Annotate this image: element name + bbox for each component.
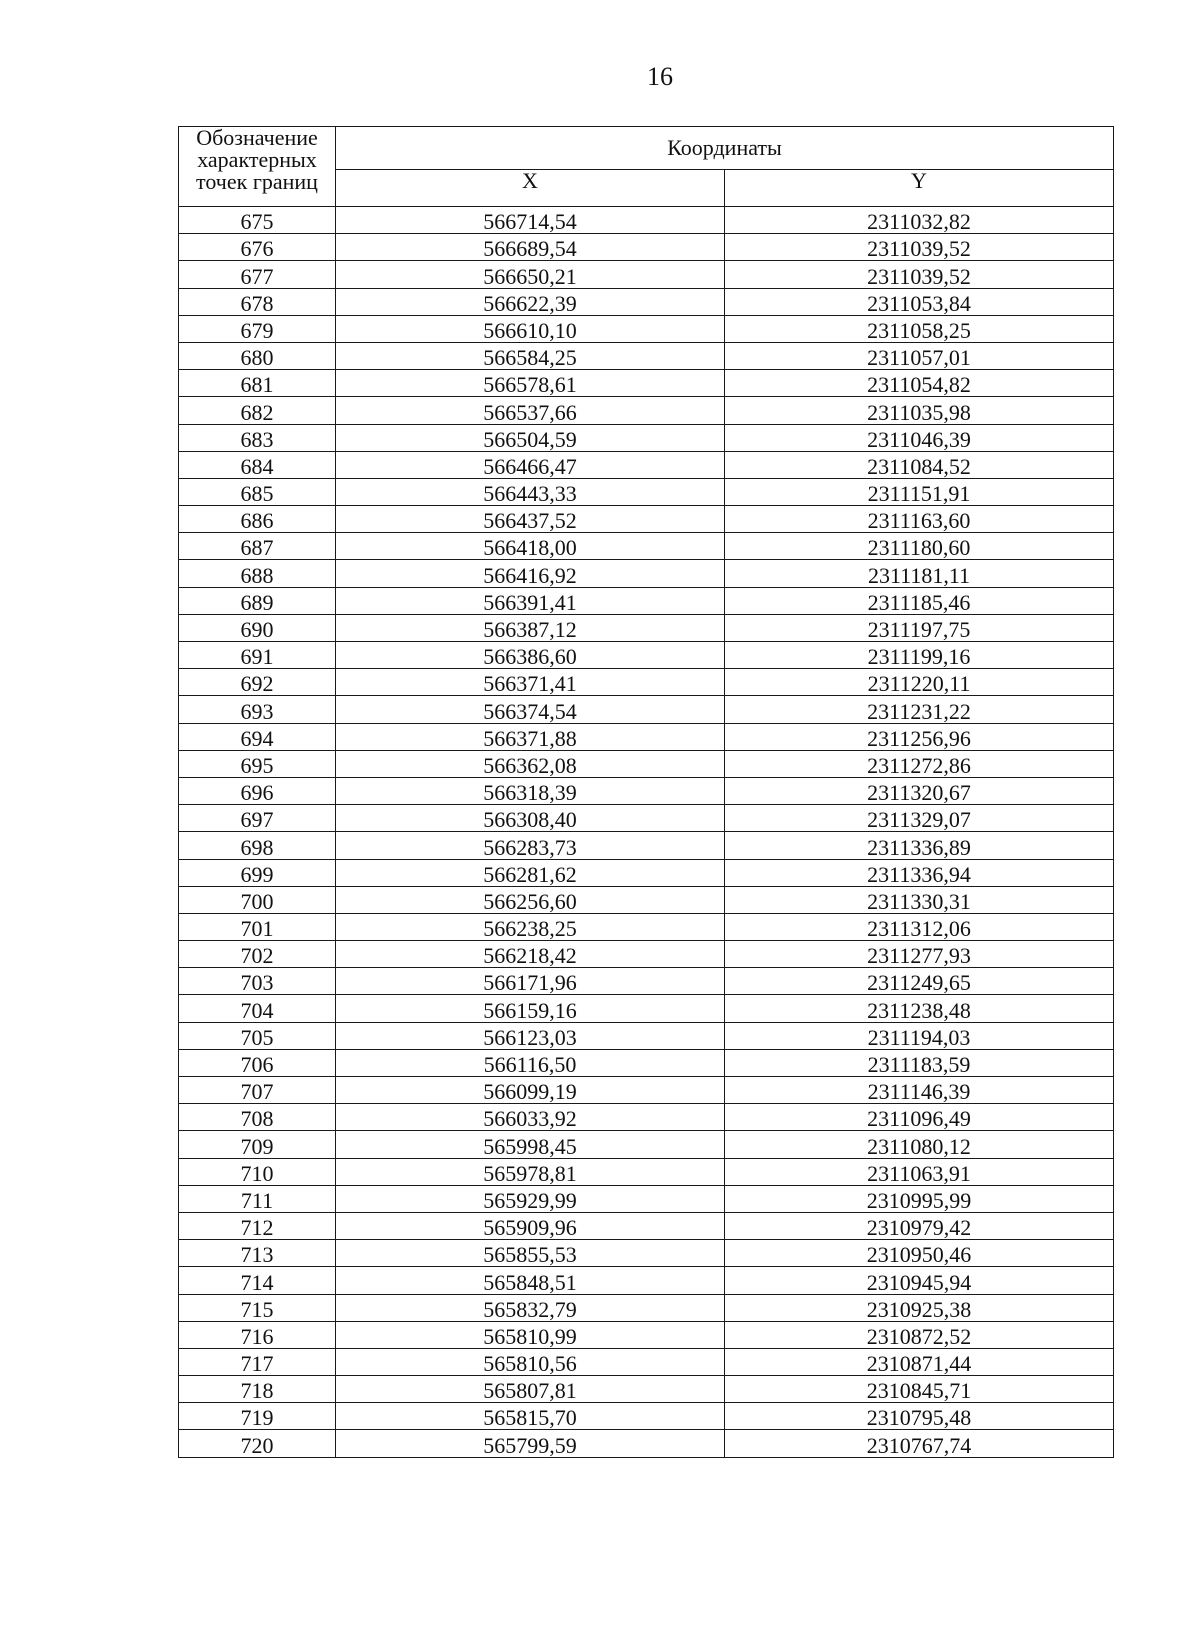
y-coordinate-cell: 2311046,39 xyxy=(725,424,1114,451)
x-coordinate-cell: 565848,51 xyxy=(336,1267,725,1294)
x-coordinate-cell: 566537,66 xyxy=(336,397,725,424)
point-number-cell: 683 xyxy=(179,424,336,451)
table-row xyxy=(179,614,1114,641)
point-number-cell: 676 xyxy=(179,234,336,261)
point-number-cell: 705 xyxy=(179,1022,336,1049)
header-point-designation: Обозначение характерных точек границ xyxy=(179,127,336,207)
table-row xyxy=(179,342,1114,369)
point-number-cell: 714 xyxy=(179,1267,336,1294)
x-coordinate-cell: 566371,41 xyxy=(336,669,725,696)
point-number-cell: 684 xyxy=(179,451,336,478)
point-number-cell: 707 xyxy=(179,1077,336,1104)
header-y: Y xyxy=(725,170,1114,207)
table-row xyxy=(179,261,1114,288)
table-row xyxy=(179,1212,1114,1239)
point-number-cell: 696 xyxy=(179,777,336,804)
point-number-cell: 681 xyxy=(179,370,336,397)
x-coordinate-cell: 566283,73 xyxy=(336,832,725,859)
x-coordinate-cell: 566116,50 xyxy=(336,1049,725,1076)
table-row xyxy=(179,1104,1114,1131)
x-coordinate-cell: 566371,88 xyxy=(336,723,725,750)
y-coordinate-cell: 2310871,44 xyxy=(725,1348,1114,1375)
point-number-cell: 689 xyxy=(179,587,336,614)
x-coordinate-cell: 566466,47 xyxy=(336,451,725,478)
y-coordinate-cell: 2311054,82 xyxy=(725,370,1114,397)
table-row xyxy=(179,397,1114,424)
header-coordinates: Координаты xyxy=(336,127,1114,170)
y-coordinate-cell: 2310925,38 xyxy=(725,1294,1114,1321)
table-row xyxy=(179,1348,1114,1375)
x-coordinate-cell: 566391,41 xyxy=(336,587,725,614)
y-coordinate-cell: 2311329,07 xyxy=(725,805,1114,832)
y-coordinate-cell: 2311080,12 xyxy=(725,1131,1114,1158)
table-body xyxy=(179,207,1114,1458)
x-coordinate-cell: 566622,39 xyxy=(336,288,725,315)
point-number-cell: 693 xyxy=(179,696,336,723)
point-number-cell: 704 xyxy=(179,995,336,1022)
y-coordinate-cell: 2311183,59 xyxy=(725,1049,1114,1076)
point-number-cell: 688 xyxy=(179,560,336,587)
y-coordinate-cell: 2311039,52 xyxy=(725,261,1114,288)
table-row xyxy=(179,859,1114,886)
point-number-cell: 697 xyxy=(179,805,336,832)
table-row xyxy=(179,234,1114,261)
y-coordinate-cell: 2310872,52 xyxy=(725,1321,1114,1348)
point-number-cell: 698 xyxy=(179,832,336,859)
table-row xyxy=(179,424,1114,451)
x-coordinate-cell: 566123,03 xyxy=(336,1022,725,1049)
x-coordinate-cell: 565799,59 xyxy=(336,1430,725,1457)
y-coordinate-cell: 2311277,93 xyxy=(725,941,1114,968)
y-coordinate-cell: 2311053,84 xyxy=(725,288,1114,315)
x-coordinate-cell: 566578,61 xyxy=(336,370,725,397)
coordinates-table xyxy=(178,126,1114,1458)
point-number-cell: 709 xyxy=(179,1131,336,1158)
x-coordinate-cell: 566504,59 xyxy=(336,424,725,451)
table-row xyxy=(179,1185,1114,1212)
point-number-cell: 675 xyxy=(179,207,336,234)
y-coordinate-cell: 2311256,96 xyxy=(725,723,1114,750)
table-row xyxy=(179,1158,1114,1185)
x-coordinate-cell: 566362,08 xyxy=(336,750,725,777)
y-coordinate-cell: 2310979,42 xyxy=(725,1212,1114,1239)
y-coordinate-cell: 2310767,74 xyxy=(725,1430,1114,1457)
table-row xyxy=(179,1430,1114,1457)
table-row xyxy=(179,1403,1114,1430)
y-coordinate-cell: 2311199,16 xyxy=(725,642,1114,669)
table-row xyxy=(179,1321,1114,1348)
point-number-cell: 694 xyxy=(179,723,336,750)
y-coordinate-cell: 2311146,39 xyxy=(725,1077,1114,1104)
table-row xyxy=(179,506,1114,533)
table-row xyxy=(179,560,1114,587)
table-row xyxy=(179,1131,1114,1158)
x-coordinate-cell: 565815,70 xyxy=(336,1403,725,1430)
y-coordinate-cell: 2310845,71 xyxy=(725,1376,1114,1403)
point-number-cell: 678 xyxy=(179,288,336,315)
point-number-cell: 695 xyxy=(179,750,336,777)
y-coordinate-cell: 2311063,91 xyxy=(725,1158,1114,1185)
y-coordinate-cell: 2311151,91 xyxy=(725,478,1114,505)
table-row xyxy=(179,1049,1114,1076)
table-row xyxy=(179,1077,1114,1104)
y-coordinate-cell: 2310795,48 xyxy=(725,1403,1114,1430)
x-coordinate-cell: 566650,21 xyxy=(336,261,725,288)
y-coordinate-cell: 2310950,46 xyxy=(725,1240,1114,1267)
x-coordinate-cell: 566159,16 xyxy=(336,995,725,1022)
table-row xyxy=(179,696,1114,723)
y-coordinate-cell: 2311336,94 xyxy=(725,859,1114,886)
table-row xyxy=(179,207,1114,234)
x-coordinate-cell: 566099,19 xyxy=(336,1077,725,1104)
table-row xyxy=(179,913,1114,940)
point-number-cell: 685 xyxy=(179,478,336,505)
x-coordinate-cell: 566386,60 xyxy=(336,642,725,669)
table-row xyxy=(179,669,1114,696)
x-coordinate-cell: 565929,99 xyxy=(336,1185,725,1212)
y-coordinate-cell: 2311035,98 xyxy=(725,397,1114,424)
x-coordinate-cell: 566610,10 xyxy=(336,315,725,342)
table-row xyxy=(179,1240,1114,1267)
point-number-cell: 708 xyxy=(179,1104,336,1131)
table-row xyxy=(179,941,1114,968)
header-x: X xyxy=(336,170,725,207)
table-row xyxy=(179,642,1114,669)
x-coordinate-cell: 566437,52 xyxy=(336,506,725,533)
point-number-cell: 713 xyxy=(179,1240,336,1267)
table-row xyxy=(179,533,1114,560)
x-coordinate-cell: 566308,40 xyxy=(336,805,725,832)
point-number-cell: 692 xyxy=(179,669,336,696)
y-coordinate-cell: 2311181,11 xyxy=(725,560,1114,587)
table-row xyxy=(179,478,1114,505)
y-coordinate-cell: 2311336,89 xyxy=(725,832,1114,859)
table-row xyxy=(179,315,1114,342)
table-row xyxy=(179,1267,1114,1294)
x-coordinate-cell: 566318,39 xyxy=(336,777,725,804)
y-coordinate-cell: 2310995,99 xyxy=(725,1185,1114,1212)
table-row xyxy=(179,1294,1114,1321)
point-number-cell: 715 xyxy=(179,1294,336,1321)
x-coordinate-cell: 566033,92 xyxy=(336,1104,725,1131)
point-number-cell: 699 xyxy=(179,859,336,886)
table-row xyxy=(179,805,1114,832)
y-coordinate-cell: 2311238,48 xyxy=(725,995,1114,1022)
x-coordinate-cell: 566238,25 xyxy=(336,913,725,940)
point-number-cell: 710 xyxy=(179,1158,336,1185)
x-coordinate-cell: 566418,00 xyxy=(336,533,725,560)
point-number-cell: 686 xyxy=(179,506,336,533)
point-number-cell: 716 xyxy=(179,1321,336,1348)
point-number-cell: 703 xyxy=(179,968,336,995)
y-coordinate-cell: 2311084,52 xyxy=(725,451,1114,478)
x-coordinate-cell: 566171,96 xyxy=(336,968,725,995)
point-number-cell: 720 xyxy=(179,1430,336,1457)
y-coordinate-cell: 2311330,31 xyxy=(725,886,1114,913)
x-coordinate-cell: 566281,62 xyxy=(336,859,725,886)
table-row xyxy=(179,750,1114,777)
x-coordinate-cell: 566416,92 xyxy=(336,560,725,587)
y-coordinate-cell: 2311180,60 xyxy=(725,533,1114,560)
table-row xyxy=(179,777,1114,804)
point-number-cell: 706 xyxy=(179,1049,336,1076)
point-number-cell: 700 xyxy=(179,886,336,913)
y-coordinate-cell: 2311058,25 xyxy=(725,315,1114,342)
point-number-cell: 711 xyxy=(179,1185,336,1212)
x-coordinate-cell: 566374,54 xyxy=(336,696,725,723)
point-number-cell: 687 xyxy=(179,533,336,560)
x-coordinate-cell: 566387,12 xyxy=(336,614,725,641)
x-coordinate-cell: 566443,33 xyxy=(336,478,725,505)
y-coordinate-cell: 2310945,94 xyxy=(725,1267,1114,1294)
x-coordinate-cell: 565855,53 xyxy=(336,1240,725,1267)
y-coordinate-cell: 2311320,67 xyxy=(725,777,1114,804)
point-number-cell: 719 xyxy=(179,1403,336,1430)
point-number-cell: 717 xyxy=(179,1348,336,1375)
page-number: 16 xyxy=(647,62,673,91)
x-coordinate-cell: 565810,56 xyxy=(336,1348,725,1375)
x-coordinate-cell: 565832,79 xyxy=(336,1294,725,1321)
y-coordinate-cell: 2311231,22 xyxy=(725,696,1114,723)
table-row xyxy=(179,587,1114,614)
table-row xyxy=(179,451,1114,478)
table-row xyxy=(179,723,1114,750)
table-row xyxy=(179,1376,1114,1403)
table-row xyxy=(179,288,1114,315)
point-number-cell: 682 xyxy=(179,397,336,424)
y-coordinate-cell: 2311312,06 xyxy=(725,913,1114,940)
x-coordinate-cell: 565909,96 xyxy=(336,1212,725,1239)
x-coordinate-cell: 566256,60 xyxy=(336,886,725,913)
table-row xyxy=(179,968,1114,995)
point-number-cell: 718 xyxy=(179,1376,336,1403)
table-row xyxy=(179,832,1114,859)
point-number-cell: 679 xyxy=(179,315,336,342)
x-coordinate-cell: 566584,25 xyxy=(336,342,725,369)
x-coordinate-cell: 565807,81 xyxy=(336,1376,725,1403)
point-number-cell: 712 xyxy=(179,1212,336,1239)
x-coordinate-cell: 565978,81 xyxy=(336,1158,725,1185)
x-coordinate-cell: 566218,42 xyxy=(336,941,725,968)
y-coordinate-cell: 2311194,03 xyxy=(725,1022,1114,1049)
y-coordinate-cell: 2311039,52 xyxy=(725,234,1114,261)
point-number-cell: 701 xyxy=(179,913,336,940)
x-coordinate-cell: 565998,45 xyxy=(336,1131,725,1158)
table-row xyxy=(179,995,1114,1022)
point-number-cell: 677 xyxy=(179,261,336,288)
y-coordinate-cell: 2311185,46 xyxy=(725,587,1114,614)
x-coordinate-cell: 566689,54 xyxy=(336,234,725,261)
y-coordinate-cell: 2311220,11 xyxy=(725,669,1114,696)
table-row xyxy=(179,886,1114,913)
y-coordinate-cell: 2311096,49 xyxy=(725,1104,1114,1131)
y-coordinate-cell: 2311272,86 xyxy=(725,750,1114,777)
table-row xyxy=(179,370,1114,397)
y-coordinate-cell: 2311197,75 xyxy=(725,614,1114,641)
point-number-cell: 680 xyxy=(179,342,336,369)
table-row xyxy=(179,1022,1114,1049)
point-number-cell: 702 xyxy=(179,941,336,968)
y-coordinate-cell: 2311249,65 xyxy=(725,968,1114,995)
point-number-cell: 691 xyxy=(179,642,336,669)
x-coordinate-cell: 565810,99 xyxy=(336,1321,725,1348)
point-number-cell: 690 xyxy=(179,614,336,641)
y-coordinate-cell: 2311057,01 xyxy=(725,342,1114,369)
y-coordinate-cell: 2311032,82 xyxy=(725,207,1114,234)
y-coordinate-cell: 2311163,60 xyxy=(725,506,1114,533)
x-coordinate-cell: 566714,54 xyxy=(336,207,725,234)
